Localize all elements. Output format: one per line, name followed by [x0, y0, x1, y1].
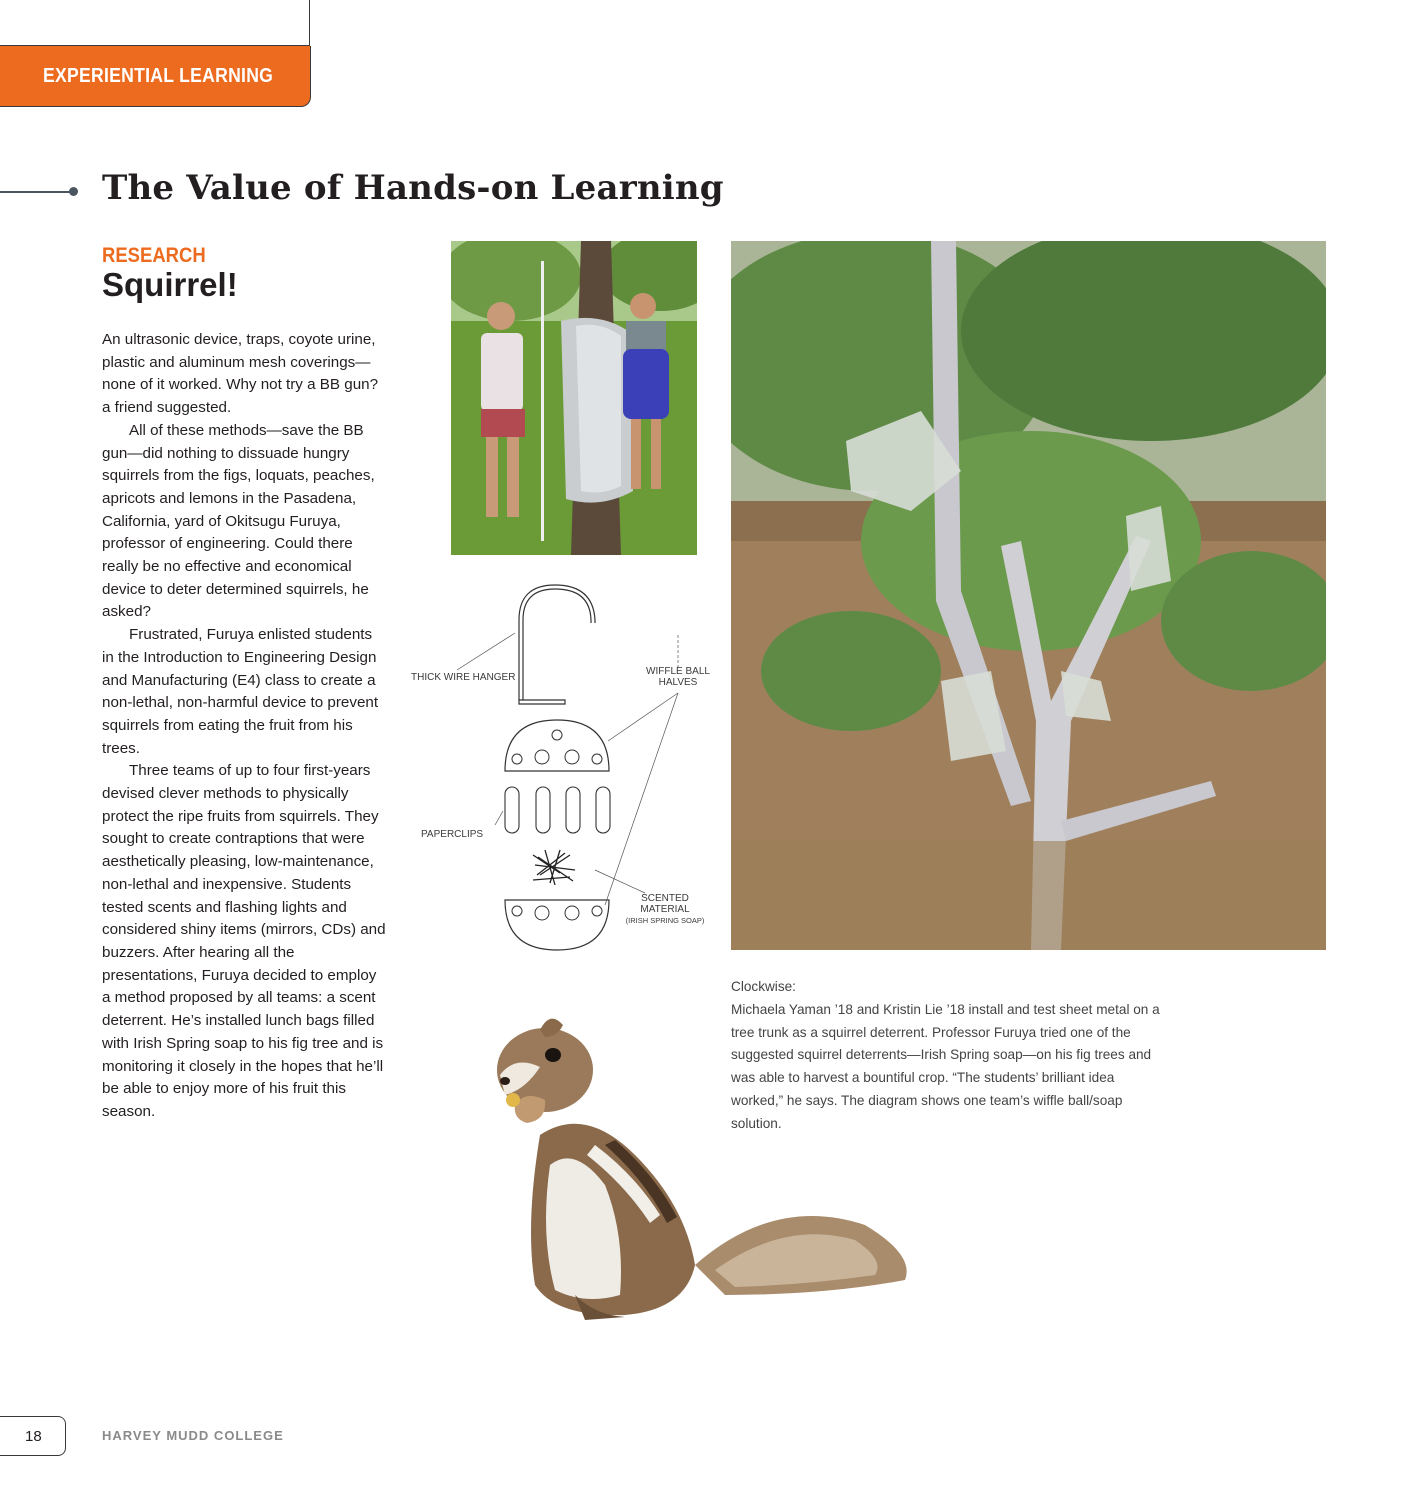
caption-lead: Clockwise:	[731, 979, 796, 994]
wiffle-ball-diagram	[405, 575, 720, 960]
section-tab-outline	[0, 0, 310, 46]
section-tab-label: EXPERIENTIAL LEARNING	[43, 65, 274, 87]
publication-name: HARVEY MUDD COLLEGE	[102, 1428, 284, 1443]
article-paragraph: An ultrasonic device, traps, coyote urine, plastic and aluminum mesh coverings—none of it worked. Why not try a BB gun? a friend suggested.	[102, 331, 379, 417]
diagram-drawing	[405, 575, 720, 960]
article-paragraph: All of these methods—save the BB gun—did nothing to dissuade hungry squirrels from the figs, loquats, peaches, apricots and lemons in the Pasadena, California, yard of Okitsugu Furuya, professor of engineering. Could there really be no effective and economical device to deter determined squirrels, he asked?	[102, 421, 375, 621]
page-title: The Value of Hands-on Learning	[102, 168, 724, 208]
article-headline: Squirrel!	[102, 266, 238, 303]
squirrel-illustration	[445, 995, 915, 1325]
label-material: MATERIAL	[640, 904, 690, 915]
title-rule	[0, 191, 72, 193]
article-paragraph: Three teams of up to four first-years devised clever methods to physically protect the ripe fruits from squirrels. They sought to create contraptions that were aesthetically pleasing, low-maintenance, non-lethal and inexpensive. Students tested scents and flashing lights and considered shiny items (mirrors, CDs) and buzzers. After hearing all the presentations, Furuya decided to employ a method proposed by all teams: a scent deterrent. He’s installed lunch bags filled with Irish Spring soap to his fig tree and is monitoring it closely in the hopes that he’ll be able to enjoy more of his fruit this season.	[102, 762, 386, 1120]
label-irish-spring-soap: (IRISH SPRING SOAP)	[625, 916, 705, 925]
title-rule-dot	[69, 187, 78, 196]
article-kicker: RESEARCH	[102, 244, 206, 267]
caption-text: Michaela Yaman ’18 and Kristin Lie ’18 install and test sheet metal on a tree trunk as a squirrel deterrent. Professor Furuya tried one of the suggested squirrel deterrents—Irish Spring soap—on his fig trees and was able to harvest a bountiful crop. “The students’ brilliant idea worked,” he says. The diagram shows one team’s wiffle ball/soap solution.	[731, 1001, 1160, 1131]
label-paperclips: PAPERCLIPS	[421, 829, 484, 840]
students-photo-illustration	[451, 241, 697, 555]
page-number: 18	[25, 1428, 42, 1445]
article-body	[102, 329, 387, 1124]
article-paragraph: Frustrated, Furuya enlisted students in the Introduction to Engineering Design and Manufacturing (E4) class to create a non-lethal, non-harmful device to prevent squirrels from eating the fruit from his trees.	[102, 626, 379, 757]
fig-tree-photo	[731, 241, 1326, 950]
students-photo	[451, 241, 697, 555]
section-tab	[0, 46, 311, 107]
label-wiffle-ball: WIFFLE BALL	[646, 666, 710, 677]
label-wiffle-halves: HALVES	[658, 677, 698, 688]
label-scented: SCENTED	[641, 893, 689, 904]
page-number-box	[0, 1416, 66, 1456]
fig-tree-photo-illustration	[731, 241, 1326, 950]
squirrel-image	[445, 995, 915, 1325]
label-thick-wire-hanger: THICK WIRE HANGER	[411, 672, 516, 683]
